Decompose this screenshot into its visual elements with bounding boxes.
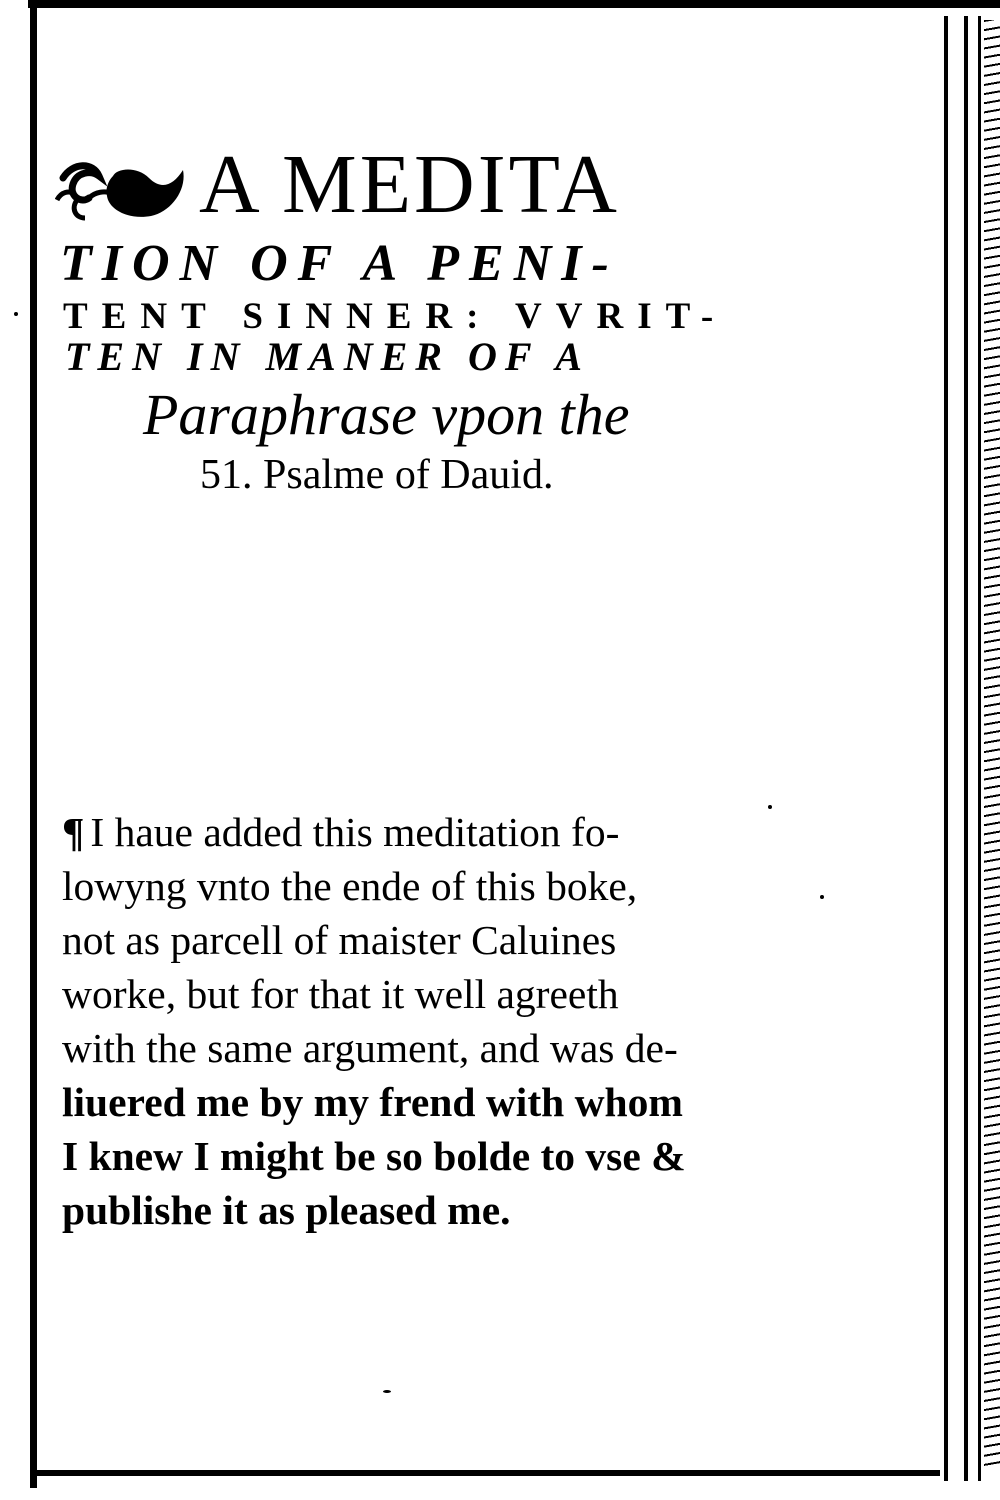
note-line: I knew I might be so bolde to vse & — [62, 1133, 686, 1179]
page-edge-line — [944, 16, 948, 1481]
title-text-line-2: TION OF A PENI- — [60, 235, 619, 292]
page-gutter-edge — [30, 8, 37, 1488]
scan-frame-bottom — [30, 1470, 975, 1476]
print-speck — [768, 805, 772, 809]
title-text-line-4: TEN IN MANER OF A — [65, 334, 590, 380]
note-line-text: I haue added this meditation fo- — [90, 809, 620, 855]
page-edge-line — [964, 16, 968, 1481]
print-speck — [820, 895, 824, 899]
print-speck — [383, 1390, 391, 1393]
title-text-line-3: TENT SINNER: VVRIT- — [63, 295, 728, 337]
book-edge-texture — [984, 20, 1000, 1470]
note-line: liuered me by my frend with whom — [62, 1079, 683, 1125]
title-text-line-1: A MEDITA — [199, 138, 620, 231]
title-text-line-5: Paraphrase vpon the — [143, 382, 630, 448]
title-line-1 — [55, 135, 755, 235]
note-line: not as parcell of maister Caluines — [62, 917, 617, 963]
page-edge-line — [978, 16, 981, 1481]
note-line: publishe it as pleased me. — [62, 1187, 511, 1233]
scan-frame-top — [0, 0, 1000, 8]
pilcrow-marker: ¶ — [62, 809, 85, 855]
title-block — [55, 135, 755, 500]
leaf-fleuron-icon — [55, 140, 195, 230]
note-line: worke, but for that it well agreeth — [62, 971, 619, 1017]
note-line — [62, 805, 752, 859]
title-text-line-6: 51. Psalme of Dauid. — [200, 452, 554, 499]
scan-margin-left — [0, 0, 28, 1500]
printer-note — [62, 805, 752, 1237]
note-line: lowyng vnto the ende of this boke, — [62, 863, 638, 909]
print-speck — [14, 312, 18, 316]
note-line: with the same argument, and was de- — [62, 1025, 678, 1071]
